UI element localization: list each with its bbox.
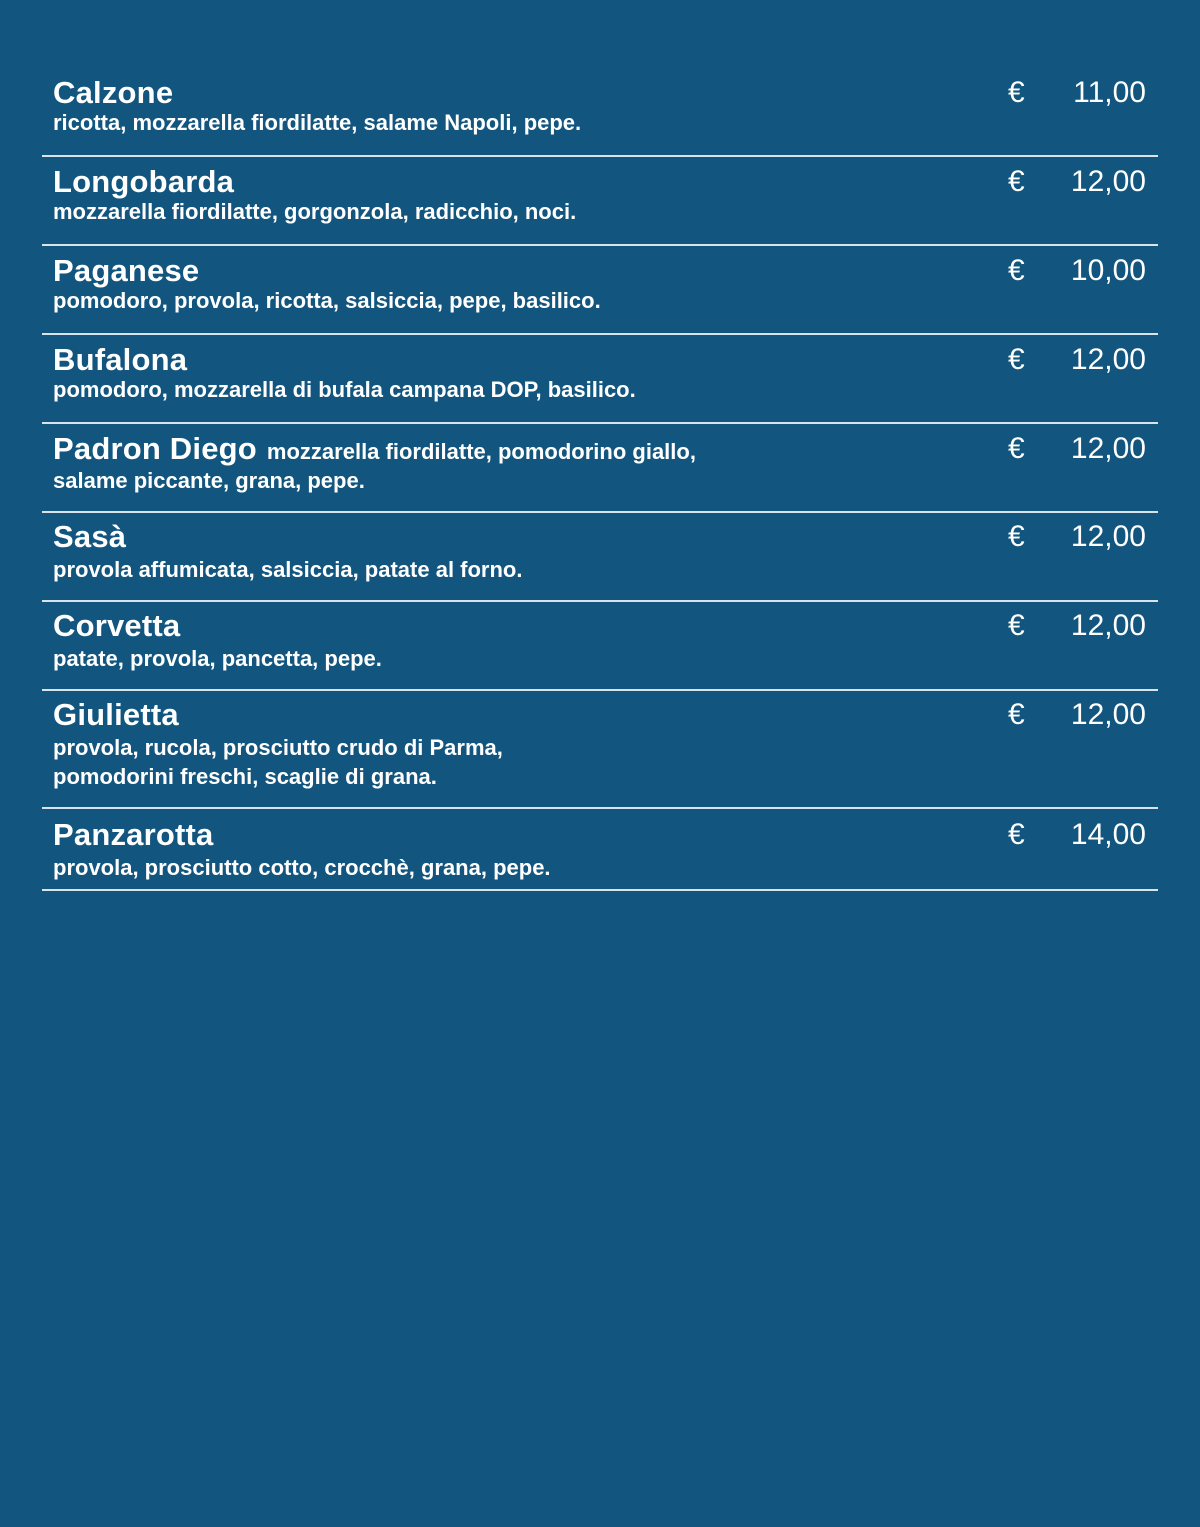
menu-item-price: 12,00 xyxy=(1070,520,1146,553)
menu-item-description: mozzarella fiordilatte, gorgonzola, radicchio, noci. xyxy=(53,199,577,224)
currency-symbol: € xyxy=(1008,609,1025,642)
menu-item-description: salame piccante, grana, pepe. xyxy=(53,468,365,493)
currency-symbol: € xyxy=(1008,76,1025,109)
currency-symbol: € xyxy=(1008,432,1025,465)
divider xyxy=(42,422,1158,424)
menu-item-description: provola, rucola, prosciutto crudo di Parma, xyxy=(53,735,503,760)
divider xyxy=(42,689,1158,691)
menu-item-price: 12,00 xyxy=(1070,432,1146,465)
divider xyxy=(42,244,1158,246)
divider xyxy=(42,333,1158,335)
menu-item-price: 10,00 xyxy=(1070,254,1146,287)
divider xyxy=(42,807,1158,809)
menu-item-name: Giulietta xyxy=(53,697,179,732)
menu-item-name: Panzarotta xyxy=(53,817,214,852)
divider xyxy=(42,600,1158,602)
menu-item-name: Calzone xyxy=(53,75,174,110)
menu-item-name: Sasà xyxy=(53,519,127,554)
menu-item-description: pomodoro, provola, ricotta, salsiccia, pepe, basilico. xyxy=(53,288,601,313)
currency-symbol: € xyxy=(1008,520,1025,553)
currency-symbol: € xyxy=(1008,343,1025,376)
divider xyxy=(42,889,1158,891)
divider xyxy=(42,511,1158,513)
menu-item-inline-description: mozzarella fiordilatte, pomodorino giallo, xyxy=(266,439,696,464)
menu-item-price: 12,00 xyxy=(1070,609,1146,642)
menu-item-price: 12,00 xyxy=(1070,343,1146,376)
currency-symbol: € xyxy=(1008,698,1025,731)
menu-item-name: Corvetta xyxy=(53,608,181,643)
menu-item-name: Paganese xyxy=(53,253,200,288)
menu-item-price: 14,00 xyxy=(1070,818,1146,851)
currency-symbol: € xyxy=(1008,165,1025,198)
menu-item-description: patate, provola, pancetta, pepe. xyxy=(53,646,382,671)
currency-symbol: € xyxy=(1008,254,1025,287)
menu-item-description: pomodorini freschi, scaglie di grana. xyxy=(53,764,437,789)
divider xyxy=(42,155,1158,157)
menu-item-description: provola, prosciutto cotto, crocchè, grana, pepe. xyxy=(53,855,551,880)
menu-item-price: 12,00 xyxy=(1070,165,1146,198)
menu-item-description: ricotta, mozzarella fiordilatte, salame Napoli, pepe. xyxy=(53,110,582,135)
menu-item-name: Padron Diego xyxy=(53,431,257,466)
menu-item-price: 11,00 xyxy=(1073,76,1146,109)
menu-item-name: Bufalona xyxy=(53,342,188,377)
currency-symbol: € xyxy=(1008,818,1025,851)
menu-item-name: Longobarda xyxy=(53,164,235,199)
menu-item-description: provola affumicata, salsiccia, patate al forno. xyxy=(53,557,523,582)
menu-item-price: 12,00 xyxy=(1070,698,1146,731)
menu-item-description: pomodoro, mozzarella di bufala campana DOP, basilico. xyxy=(53,377,636,402)
